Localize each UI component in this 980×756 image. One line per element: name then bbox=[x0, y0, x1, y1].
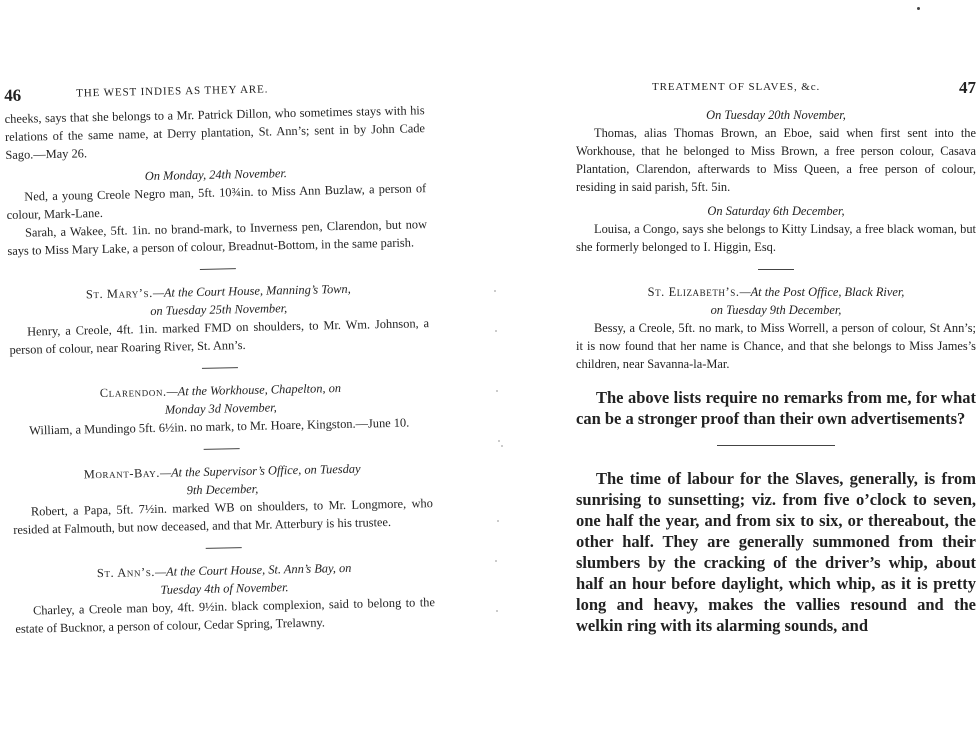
entry-william: William, a Mundingo 5ft. 6½in. no mark, to Mr. Hoare, Kingston.—June 10. bbox=[29, 415, 410, 438]
left-text-column bbox=[4, 77, 435, 638]
right-text-column bbox=[576, 78, 976, 636]
right-page-header bbox=[576, 78, 976, 102]
section-date: on Tuesday 25th November, bbox=[150, 301, 288, 318]
section-place: Clarendon. bbox=[99, 384, 167, 401]
entry-sarah: Sarah, a Wakee, 5ft. 1in. no brand-mark, to Inverness pen, Clarendon, but now says to Miss Mary Lake, a person of colour, Breadnut-Bottom, in the same parish. bbox=[7, 217, 428, 258]
section-location: —At the Workhouse, Chapelton, on bbox=[166, 381, 342, 399]
date-heading: On Tuesday 20th November, bbox=[706, 108, 846, 122]
section-location: —At the Court House, St. Ann’s Bay, on bbox=[154, 560, 352, 579]
section-rule bbox=[758, 269, 794, 270]
date-heading: On Monday, 24th November. bbox=[144, 166, 288, 184]
section-place: St. Elizabeth’s. bbox=[647, 285, 740, 299]
entry-bessy: Bessy, a Creole, 5ft. no mark, to Miss Worrell, a person of colour, St Ann’s; it is now found that her name is Chance, and that she belongs to Miss James’s children, near Savanna-la-Mar. bbox=[576, 321, 976, 371]
section-rule bbox=[202, 367, 238, 369]
right-page-number: 47 bbox=[959, 78, 976, 97]
section-date: on Tuesday 9th December, bbox=[710, 303, 842, 317]
entry-henry: Henry, a Creole, 4ft. 1in. marked FMD on shoulders, to Mr. Wm. Johnson, a person of colour, near Roaring River, St. Ann’s. bbox=[9, 316, 430, 357]
section-place: St. Mary’s. bbox=[85, 285, 154, 302]
section-rule bbox=[717, 445, 835, 446]
date-heading: On Saturday 6th December, bbox=[707, 204, 845, 218]
section-rule bbox=[204, 448, 240, 450]
section-location: —At the Court House, Manning’s Town, bbox=[152, 281, 351, 300]
section-heading-st-elizabeths bbox=[576, 283, 976, 301]
labour-paragraph: The time of labour for the Slaves, generally, is from sunrising to sunsetting; viz. from five o’clock to seven, one half the year, and from six to six, or thereabout, the other half. They are generally summoned from their slumbers by the cracking of the driver’s whip, about half an hour before daylight, which whip, as it is pretty long and heavy, makes the vallies resound and the welkin ring with its alarming sounds, and bbox=[576, 469, 976, 635]
right-running-head: TREATMENT OF SLAVES, &c. bbox=[652, 81, 821, 93]
left-page-number: 46 bbox=[4, 85, 22, 105]
section-rule bbox=[200, 268, 236, 270]
entry-charley: Charley, a Creole man boy, 4ft. 9½in. black complexion, said to belong to the estate of Bucknor, a person of colour, Cedar Spring, Trelawny. bbox=[15, 595, 436, 636]
section-date: Monday 3d November, bbox=[164, 400, 277, 417]
left-running-head: THE WEST INDIES AS THEY ARE. bbox=[76, 83, 269, 100]
remarks-paragraph: The above lists require no remarks from me, for what can be a stronger proof than their own advertisements? bbox=[576, 388, 976, 428]
section-location: —At the Post Office, Black River, bbox=[739, 285, 905, 299]
entry-louisa: Louisa, a Congo, says she belongs to Kitty Lindsay, a free black woman, but she formerly belonged to I. Higgin, Esq. bbox=[576, 222, 976, 254]
section-place: Morant-Bay. bbox=[83, 465, 161, 482]
entry-continued: cheeks, says that she belongs to a Mr. Patrick Dillon, who sometimes stays with his relations of the same name, at Derry plantation, St. Ann’s; sent in by John Cade Sago.—May 26. bbox=[4, 103, 426, 162]
section-date: 9th December, bbox=[186, 481, 259, 498]
right-page bbox=[490, 0, 980, 756]
section-rule bbox=[206, 547, 242, 549]
entry-robert: Robert, a Papa, 5ft. 7½in. marked WB on shoulders, to Mr. Longmore, who resided at Falmouth, but now deceased, and that Mr. Atterbury is his trustee. bbox=[13, 496, 433, 537]
section-place: St. Ann’s. bbox=[96, 564, 156, 581]
section-location: —At the Supervisor’s Office, on Tuesday bbox=[159, 461, 361, 480]
section-date: Tuesday 4th of November. bbox=[160, 580, 289, 597]
entry-ned: Ned, a young Creole Negro man, 5ft. 10¾in. to Miss Ann Buzlaw, a person of colour, Mark-Lane. bbox=[6, 181, 427, 222]
entry-thomas: Thomas, alias Thomas Brown, an Eboe, said when first sent into the Workhouse, that he belonged to Miss Brown, a free person colour, Casava Plantation, Clarendon, afterwards to Miss Queen, a free person of colour, residing in said parish, 5ft. 5in. bbox=[576, 126, 976, 194]
